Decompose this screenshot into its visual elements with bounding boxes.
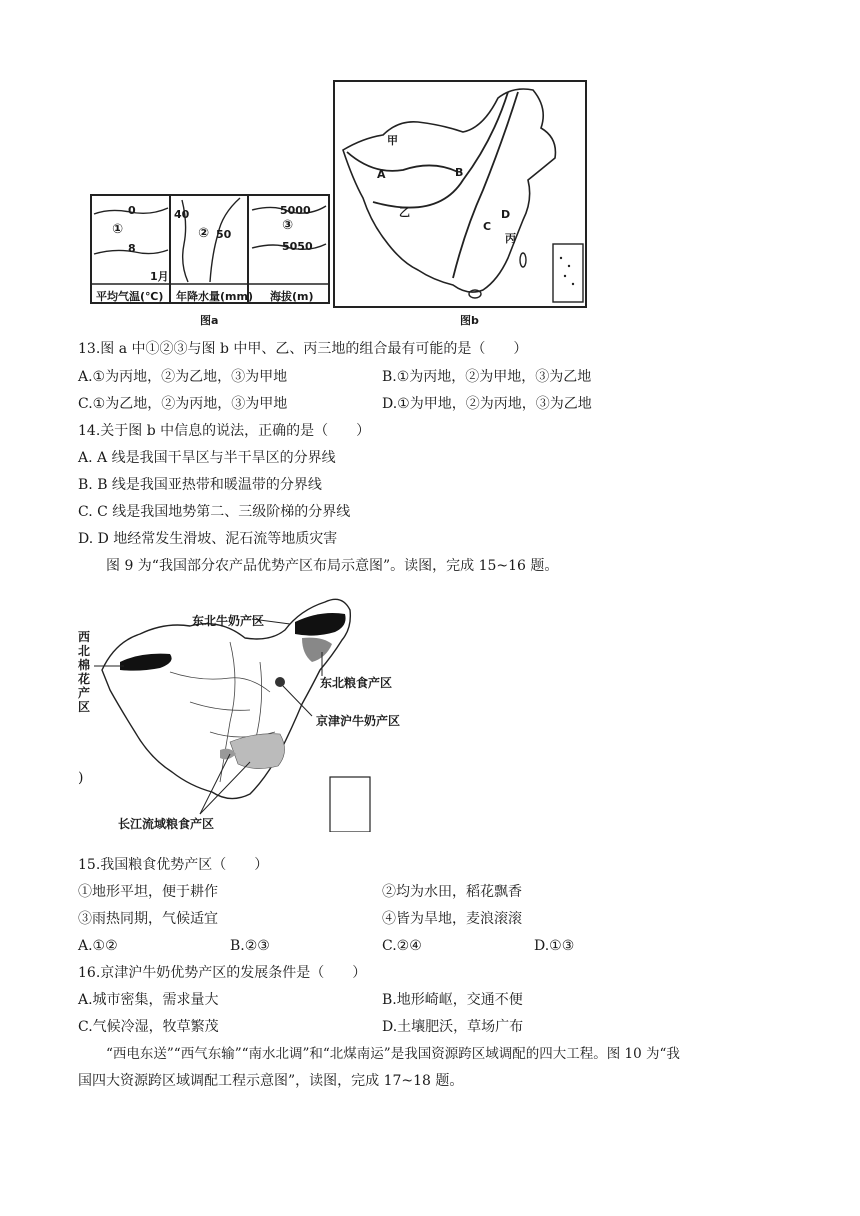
panel2-top-value: 40: [174, 208, 190, 221]
northwest-cotton-region: [120, 654, 172, 671]
q15-statement-3: ③雨热同期，气候适宜: [78, 911, 218, 927]
northeast-milk-region: [295, 613, 346, 636]
q15-option-a: A.①②: [78, 938, 118, 954]
q14-option-d: D. D 地经常发生滑坡、泥石流等地质灾害: [78, 531, 338, 547]
figure-b: [333, 80, 587, 308]
panel1-month: 1月: [150, 270, 169, 283]
panel1-bottom-value: 8: [128, 242, 136, 255]
panel1-caption: 平均气温(℃): [96, 290, 164, 303]
label-a: A: [377, 168, 386, 181]
q13-option-c: C.①为乙地，②为丙地，③为甲地: [78, 396, 288, 412]
q15-option-c: C.②④: [382, 938, 422, 954]
q15-option-d: D.①③: [534, 938, 575, 954]
q15-stem: 15.我国粮食优势产区（ ）: [78, 857, 269, 873]
jjh-milk-region: [275, 677, 285, 687]
label-d: D: [501, 208, 511, 221]
south-sea-inset: [553, 244, 583, 302]
panel2-caption: 年降水量(mm): [176, 290, 253, 303]
south-sea-inset-fig9: [330, 777, 370, 832]
q14-option-c: C. C 线是我国地势第二、三级阶梯的分界线: [78, 504, 351, 520]
q16-option-c: C.气候冷湿，牧草繁茂: [78, 1019, 219, 1035]
panel3-marker: ③: [282, 218, 294, 233]
q13-stem: 13.图 a 中①②③与图 b 中甲、乙、丙三地的组合最有可能的是（ ）: [78, 341, 528, 357]
northeast-grain-region: [302, 638, 332, 662]
panel3-caption: 海拔(m): [270, 290, 314, 303]
q16-stem: 16.京津沪牛奶优势产区的发展条件是（ ）: [78, 965, 367, 981]
q15-statement-4: ④皆为旱地，麦浪滚滚: [382, 911, 522, 927]
q14-stem: 14.关于图 b 中信息的说法，正确的是（ ）: [78, 423, 371, 439]
panel1-marker: ①: [112, 222, 124, 237]
q16-option-a: A.城市密集，需求量大: [78, 992, 219, 1008]
label-northeast-grain: 东北粮食产区: [320, 676, 393, 690]
label-northwest-cotton: 西 北 棉 花 产 区: [78, 630, 91, 714]
panel3-top-value: 5000: [280, 204, 311, 217]
place-jia: 甲: [387, 134, 398, 147]
q16-option-d: D.土壤肥沃，草场广布: [382, 1019, 524, 1035]
place-bing: 丙: [505, 232, 516, 245]
place-yi: 乙: [399, 206, 410, 219]
q13-option-a: A.①为丙地，②为乙地，③为甲地: [78, 369, 288, 385]
figure-a-label: 图a: [200, 314, 219, 327]
q16-option-b: B.地形崎岖，交通不便: [382, 992, 523, 1008]
label-northeast-milk: 东北牛奶产区: [192, 614, 265, 628]
q15-option-b: B.②③: [230, 938, 270, 954]
intro-17-18-line1: “西电东送”“西气东输”“南水北调”和“北煤南运”是我国资源跨区域调配的四大工程。图 10 为“我: [106, 1046, 680, 1062]
figure-b-label: 图b: [460, 314, 479, 327]
stray-mark: ): [78, 770, 84, 786]
q13-option-b: B.①为丙地，②为甲地，③为乙地: [382, 369, 592, 385]
q13-option-d: D.①为甲地，②为丙地，③为乙地: [382, 396, 592, 412]
label-jjh-milk: 京津沪牛奶产区: [316, 714, 401, 728]
label-c: C: [483, 220, 492, 233]
q15-statement-2: ②均为水田，稻花飘香: [382, 884, 522, 900]
panel2-marker: ②: [198, 226, 210, 241]
yangtze-grain-region: [230, 734, 285, 769]
intro-15-16: 图 9 为“我国部分农产品优势产区布局示意图”。读图，完成 15~16 题。: [106, 558, 559, 574]
figure-a: [90, 194, 330, 304]
label-b: B: [455, 166, 464, 179]
q14-option-b: B. B 线是我国亚热带和暖温带的分界线: [78, 477, 322, 493]
panel2-mid-value: 50: [216, 228, 232, 241]
panel3-bottom-value: 5050: [282, 240, 313, 253]
q15-statement-1: ①地形平坦，便于耕作: [78, 884, 218, 900]
panel1-top-value: 0: [128, 204, 136, 217]
figure-b-svg: [333, 80, 587, 308]
label-yangtze-grain: 长江流域粮食产区: [118, 817, 215, 831]
q14-option-a: A. A 线是我国干旱区与半干旱区的分界线: [78, 450, 336, 466]
intro-17-18-line2: 国四大资源跨区域调配工程示意图”，读图，完成 17~18 题。: [78, 1073, 464, 1089]
figure-9: [80, 582, 400, 832]
